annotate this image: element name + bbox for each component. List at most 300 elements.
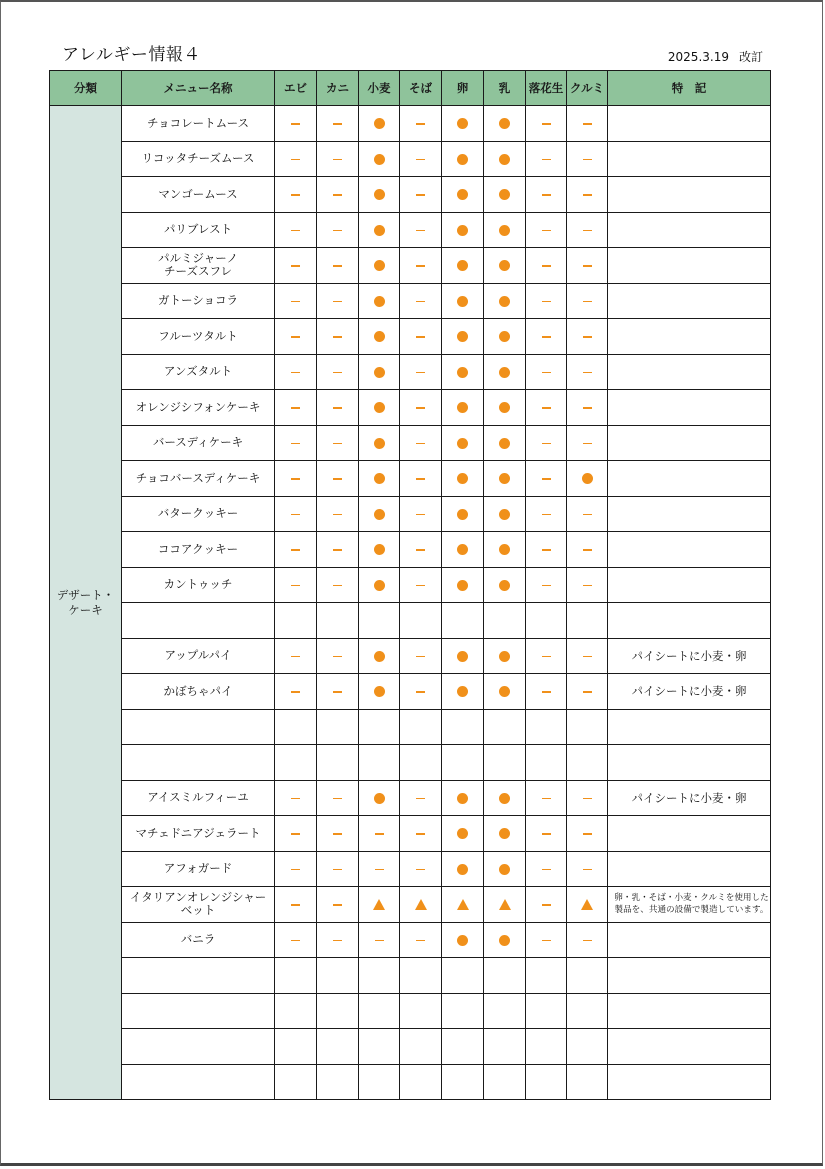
contains-dot-icon — [374, 367, 385, 378]
header-allergen-walnut: クルミ — [567, 71, 608, 106]
contains-dot-icon — [374, 189, 385, 200]
allergen-cell-shrimp — [275, 674, 317, 710]
contains-dot-icon — [499, 651, 510, 662]
allergen-cell-egg — [442, 567, 484, 603]
not-contained-dash-icon — [333, 798, 342, 800]
allergen-cell-crab — [317, 851, 359, 887]
menu-name: アフォガード — [122, 851, 275, 887]
not-contained-dash-icon — [542, 833, 551, 835]
allergen-cell-walnut — [567, 1064, 608, 1100]
allergen-cell-walnut — [567, 141, 608, 177]
allergen-cell-wheat — [359, 567, 400, 603]
not-contained-dash-icon — [333, 301, 342, 303]
allergen-cell-shrimp — [275, 354, 317, 390]
allergen-cell-egg — [442, 709, 484, 745]
not-contained-dash-icon — [333, 549, 342, 551]
contains-dot-icon — [499, 509, 510, 520]
allergen-cell-crab — [317, 248, 359, 284]
allergen-cell-milk — [484, 709, 526, 745]
table-row — [50, 212, 771, 248]
contains-dot-icon — [457, 118, 468, 129]
not-contained-dash-icon — [291, 549, 300, 551]
menu-name — [122, 745, 275, 781]
not-contained-dash-icon — [333, 691, 342, 693]
not-contained-dash-icon — [542, 478, 551, 480]
allergen-cell-egg — [442, 319, 484, 355]
allergen-cell-wheat — [359, 887, 400, 923]
menu-name: ココアクッキー — [122, 532, 275, 568]
menu-name: バニラ — [122, 922, 275, 958]
menu-name: ガトーショコラ — [122, 283, 275, 319]
contains-dot-icon — [457, 154, 468, 165]
contains-dot-icon — [499, 260, 510, 271]
allergen-cell-buckwheat — [400, 1029, 442, 1065]
contains-dot-icon — [499, 473, 510, 484]
table-body — [50, 106, 771, 1100]
not-contained-dash-icon — [333, 833, 342, 835]
contains-dot-icon — [499, 828, 510, 839]
contains-dot-icon — [457, 225, 468, 236]
allergen-cell-wheat — [359, 532, 400, 568]
allergen-cell-wheat — [359, 638, 400, 674]
allergen-cell-crab — [317, 958, 359, 994]
allergen-cell-egg — [442, 887, 484, 923]
allergen-cell-shrimp — [275, 106, 317, 142]
not-contained-dash-icon — [583, 301, 592, 303]
not-contained-dash-icon — [291, 798, 300, 800]
not-contained-dash-icon — [291, 336, 300, 338]
allergen-cell-peanut — [526, 851, 567, 887]
allergen-cell-wheat — [359, 496, 400, 532]
menu-name — [122, 1029, 275, 1065]
contains-dot-icon — [499, 296, 510, 307]
note-cell: 卵・乳・そば・小麦・クルミを使用した 製品を、共通の設備で製造しています。 — [608, 887, 771, 923]
allergen-cell-walnut — [567, 567, 608, 603]
allergen-cell-buckwheat — [400, 212, 442, 248]
not-contained-dash-icon — [542, 336, 551, 338]
contains-dot-icon — [457, 296, 468, 307]
allergen-cell-egg — [442, 390, 484, 426]
not-contained-dash-icon — [416, 656, 425, 658]
allergen-cell-peanut — [526, 567, 567, 603]
allergen-cell-crab — [317, 106, 359, 142]
not-contained-dash-icon — [542, 514, 551, 516]
allergen-cell-walnut — [567, 851, 608, 887]
not-contained-dash-icon — [416, 301, 425, 303]
menu-name — [122, 958, 275, 994]
note-cell — [608, 1064, 771, 1100]
contains-dot-icon — [374, 686, 385, 697]
not-contained-dash-icon — [542, 372, 551, 374]
allergen-cell-milk — [484, 851, 526, 887]
not-contained-dash-icon — [291, 904, 300, 906]
allergen-cell-peanut — [526, 780, 567, 816]
note-cell — [608, 567, 771, 603]
note-cell — [608, 177, 771, 213]
contains-dot-icon — [457, 438, 468, 449]
allergen-cell-shrimp — [275, 177, 317, 213]
allergen-cell-wheat — [359, 1029, 400, 1065]
not-contained-dash-icon — [416, 159, 425, 161]
not-contained-dash-icon — [333, 407, 342, 409]
allergen-cell-wheat — [359, 425, 400, 461]
not-contained-dash-icon — [542, 123, 551, 125]
not-contained-dash-icon — [291, 656, 300, 658]
not-contained-dash-icon — [416, 372, 425, 374]
contains-dot-icon — [457, 544, 468, 555]
allergen-cell-wheat — [359, 390, 400, 426]
not-contained-dash-icon — [583, 833, 592, 835]
allergen-cell-buckwheat — [400, 390, 442, 426]
not-contained-dash-icon — [333, 265, 342, 267]
contains-dot-icon — [499, 189, 510, 200]
contains-dot-icon — [457, 260, 468, 271]
allergen-cell-walnut — [567, 780, 608, 816]
note-cell — [608, 851, 771, 887]
allergen-cell-shrimp — [275, 390, 317, 426]
allergen-cell-egg — [442, 212, 484, 248]
not-contained-dash-icon — [542, 940, 551, 942]
allergen-cell-peanut — [526, 922, 567, 958]
not-contained-dash-icon — [291, 833, 300, 835]
shared-equipment-triangle-icon — [581, 899, 593, 910]
table-header-row — [50, 71, 771, 106]
allergen-cell-wheat — [359, 851, 400, 887]
allergen-cell-peanut — [526, 532, 567, 568]
not-contained-dash-icon — [291, 265, 300, 267]
contains-dot-icon — [374, 118, 385, 129]
allergen-cell-buckwheat — [400, 354, 442, 390]
not-contained-dash-icon — [583, 691, 592, 693]
allergen-cell-shrimp — [275, 922, 317, 958]
allergen-cell-egg — [442, 851, 484, 887]
allergen-cell-buckwheat — [400, 780, 442, 816]
allergen-cell-peanut — [526, 638, 567, 674]
contains-dot-icon — [457, 864, 468, 875]
allergen-cell-crab — [317, 709, 359, 745]
contains-dot-icon — [457, 367, 468, 378]
allergen-cell-milk — [484, 745, 526, 781]
allergen-cell-shrimp — [275, 425, 317, 461]
not-contained-dash-icon — [333, 194, 342, 196]
allergen-cell-milk — [484, 354, 526, 390]
allergen-cell-shrimp — [275, 1029, 317, 1065]
allergen-cell-milk — [484, 212, 526, 248]
allergen-cell-egg — [442, 106, 484, 142]
table-row — [50, 141, 771, 177]
not-contained-dash-icon — [583, 869, 592, 871]
menu-name: バタークッキー — [122, 496, 275, 532]
allergen-cell-milk — [484, 993, 526, 1029]
table-row — [50, 603, 771, 639]
allergen-cell-buckwheat — [400, 1064, 442, 1100]
allergen-cell-milk — [484, 958, 526, 994]
allergen-cell-wheat — [359, 922, 400, 958]
not-contained-dash-icon — [333, 940, 342, 942]
table-row — [50, 1029, 771, 1065]
note-cell — [608, 958, 771, 994]
allergen-cell-wheat — [359, 141, 400, 177]
menu-name: マチェドニアジェラート — [122, 816, 275, 852]
allergen-cell-walnut — [567, 993, 608, 1029]
allergen-cell-milk — [484, 532, 526, 568]
not-contained-dash-icon — [291, 443, 300, 445]
table-row — [50, 461, 771, 497]
allergen-cell-peanut — [526, 958, 567, 994]
table-row — [50, 319, 771, 355]
allergen-cell-buckwheat — [400, 141, 442, 177]
allergen-cell-milk — [484, 780, 526, 816]
allergen-cell-crab — [317, 922, 359, 958]
allergen-cell-walnut — [567, 283, 608, 319]
not-contained-dash-icon — [583, 265, 592, 267]
allergen-cell-peanut — [526, 461, 567, 497]
table-row — [50, 283, 771, 319]
allergen-cell-wheat — [359, 248, 400, 284]
table-row — [50, 851, 771, 887]
allergen-cell-egg — [442, 1064, 484, 1100]
allergen-cell-milk — [484, 319, 526, 355]
allergen-cell-crab — [317, 425, 359, 461]
not-contained-dash-icon — [333, 443, 342, 445]
contains-dot-icon — [499, 402, 510, 413]
note-cell: パイシートに小麦・卵 — [608, 674, 771, 710]
not-contained-dash-icon — [542, 159, 551, 161]
table-row — [50, 745, 771, 781]
allergen-cell-buckwheat — [400, 603, 442, 639]
allergen-cell-walnut — [567, 248, 608, 284]
contains-dot-icon — [457, 828, 468, 839]
contains-dot-icon — [499, 686, 510, 697]
not-contained-dash-icon — [583, 549, 592, 551]
allergen-cell-milk — [484, 816, 526, 852]
allergen-cell-buckwheat — [400, 567, 442, 603]
table-row — [50, 532, 771, 568]
allergen-cell-peanut — [526, 390, 567, 426]
allergen-cell-walnut — [567, 425, 608, 461]
table-row — [50, 709, 771, 745]
table-row — [50, 674, 771, 710]
allergen-cell-buckwheat — [400, 283, 442, 319]
header-allergen-egg: 卵 — [442, 71, 484, 106]
contains-dot-icon — [457, 580, 468, 591]
menu-name: リコッタチーズムース — [122, 141, 275, 177]
table-row — [50, 816, 771, 852]
allergen-cell-walnut — [567, 461, 608, 497]
menu-name: カントゥッチ — [122, 567, 275, 603]
allergen-cell-crab — [317, 461, 359, 497]
allergen-cell-walnut — [567, 177, 608, 213]
allergen-cell-milk — [484, 425, 526, 461]
not-contained-dash-icon — [583, 940, 592, 942]
not-contained-dash-icon — [333, 656, 342, 658]
allergen-cell-shrimp — [275, 461, 317, 497]
allergen-cell-crab — [317, 993, 359, 1029]
not-contained-dash-icon — [416, 691, 425, 693]
allergen-cell-peanut — [526, 319, 567, 355]
allergen-cell-walnut — [567, 106, 608, 142]
note-cell — [608, 603, 771, 639]
allergen-cell-crab — [317, 780, 359, 816]
allergen-cell-walnut — [567, 319, 608, 355]
allergen-cell-wheat — [359, 1064, 400, 1100]
not-contained-dash-icon — [416, 549, 425, 551]
allergen-cell-wheat — [359, 816, 400, 852]
allergen-cell-wheat — [359, 461, 400, 497]
allergen-cell-shrimp — [275, 1064, 317, 1100]
menu-name — [122, 1064, 275, 1100]
allergen-cell-crab — [317, 354, 359, 390]
shared-equipment-triangle-icon — [499, 899, 511, 910]
note-cell — [608, 319, 771, 355]
not-contained-dash-icon — [333, 372, 342, 374]
menu-name: フルーツタルト — [122, 319, 275, 355]
allergen-cell-shrimp — [275, 283, 317, 319]
contains-dot-icon — [374, 509, 385, 520]
not-contained-dash-icon — [583, 443, 592, 445]
not-contained-dash-icon — [291, 230, 300, 232]
allergen-cell-walnut — [567, 709, 608, 745]
menu-name: パリブレスト — [122, 212, 275, 248]
menu-name: チョコレートムース — [122, 106, 275, 142]
allergen-cell-buckwheat — [400, 993, 442, 1029]
allergen-cell-wheat — [359, 745, 400, 781]
allergen-cell-peanut — [526, 1029, 567, 1065]
allergen-cell-crab — [317, 283, 359, 319]
contains-dot-icon — [499, 580, 510, 591]
not-contained-dash-icon — [542, 230, 551, 232]
not-contained-dash-icon — [416, 336, 425, 338]
allergen-cell-buckwheat — [400, 887, 442, 923]
allergen-cell-crab — [317, 177, 359, 213]
not-contained-dash-icon — [583, 656, 592, 658]
allergen-cell-egg — [442, 780, 484, 816]
allergen-cell-shrimp — [275, 816, 317, 852]
allergen-cell-peanut — [526, 212, 567, 248]
allergen-cell-milk — [484, 283, 526, 319]
contains-dot-icon — [499, 935, 510, 946]
not-contained-dash-icon — [542, 443, 551, 445]
allergen-cell-wheat — [359, 958, 400, 994]
allergen-cell-wheat — [359, 212, 400, 248]
allergen-cell-egg — [442, 993, 484, 1029]
menu-name: パルミジャーノ チーズスフレ — [122, 248, 275, 284]
menu-name: チョコバースディケーキ — [122, 461, 275, 497]
allergen-cell-buckwheat — [400, 319, 442, 355]
note-cell — [608, 1029, 771, 1065]
allergen-cell-walnut — [567, 532, 608, 568]
allergen-cell-crab — [317, 1064, 359, 1100]
not-contained-dash-icon — [542, 265, 551, 267]
contains-dot-icon — [457, 402, 468, 413]
not-contained-dash-icon — [416, 869, 425, 871]
allergen-cell-buckwheat — [400, 745, 442, 781]
allergen-cell-peanut — [526, 141, 567, 177]
contains-dot-icon — [457, 651, 468, 662]
not-contained-dash-icon — [416, 230, 425, 232]
note-cell — [608, 212, 771, 248]
allergen-cell-walnut — [567, 958, 608, 994]
allergen-cell-buckwheat — [400, 177, 442, 213]
allergen-cell-egg — [442, 638, 484, 674]
menu-name — [122, 603, 275, 639]
allergen-cell-peanut — [526, 177, 567, 213]
allergen-cell-shrimp — [275, 532, 317, 568]
allergen-cell-walnut — [567, 638, 608, 674]
allergen-cell-buckwheat — [400, 709, 442, 745]
not-contained-dash-icon — [333, 904, 342, 906]
table-row — [50, 248, 771, 284]
header-menu: メニュー名称 — [122, 71, 275, 106]
not-contained-dash-icon — [291, 585, 300, 587]
allergen-cell-egg — [442, 1029, 484, 1065]
allergen-cell-milk — [484, 603, 526, 639]
allergen-cell-wheat — [359, 106, 400, 142]
not-contained-dash-icon — [333, 585, 342, 587]
not-contained-dash-icon — [416, 798, 425, 800]
allergen-cell-milk — [484, 1029, 526, 1065]
table-row — [50, 780, 771, 816]
allergen-cell-shrimp — [275, 993, 317, 1029]
contains-dot-icon — [499, 367, 510, 378]
allergen-cell-milk — [484, 141, 526, 177]
note-cell — [608, 106, 771, 142]
contains-dot-icon — [457, 189, 468, 200]
menu-name: アップルパイ — [122, 638, 275, 674]
note-cell — [608, 141, 771, 177]
allergen-cell-peanut — [526, 816, 567, 852]
allergen-cell-peanut — [526, 887, 567, 923]
allergen-cell-egg — [442, 425, 484, 461]
allergen-cell-shrimp — [275, 958, 317, 994]
allergen-cell-milk — [484, 461, 526, 497]
document-title: アレルギー情報４ — [62, 45, 201, 65]
note-cell: パイシートに小麦・卵 — [608, 780, 771, 816]
allergen-cell-crab — [317, 141, 359, 177]
contains-dot-icon — [457, 935, 468, 946]
contains-dot-icon — [374, 793, 385, 804]
not-contained-dash-icon — [583, 585, 592, 587]
allergen-cell-buckwheat — [400, 425, 442, 461]
not-contained-dash-icon — [333, 514, 342, 516]
allergen-cell-milk — [484, 248, 526, 284]
not-contained-dash-icon — [542, 585, 551, 587]
allergen-cell-walnut — [567, 496, 608, 532]
contains-dot-icon — [374, 331, 385, 342]
allergen-cell-milk — [484, 106, 526, 142]
not-contained-dash-icon — [416, 407, 425, 409]
menu-name: アイスミルフィーユ — [122, 780, 275, 816]
allergen-cell-crab — [317, 532, 359, 568]
not-contained-dash-icon — [542, 407, 551, 409]
menu-name: マンゴームース — [122, 177, 275, 213]
header-category: 分類 — [50, 71, 122, 106]
allergen-cell-buckwheat — [400, 638, 442, 674]
revision-info — [668, 48, 763, 65]
allergen-cell-peanut — [526, 496, 567, 532]
allergen-cell-wheat — [359, 993, 400, 1029]
not-contained-dash-icon — [291, 123, 300, 125]
allergen-cell-peanut — [526, 283, 567, 319]
table-row — [50, 390, 771, 426]
not-contained-dash-icon — [416, 123, 425, 125]
allergen-cell-shrimp — [275, 780, 317, 816]
menu-name: アンズタルト — [122, 354, 275, 390]
allergen-cell-buckwheat — [400, 922, 442, 958]
allergen-cell-milk — [484, 674, 526, 710]
table-row — [50, 1064, 771, 1100]
table-row — [50, 425, 771, 461]
